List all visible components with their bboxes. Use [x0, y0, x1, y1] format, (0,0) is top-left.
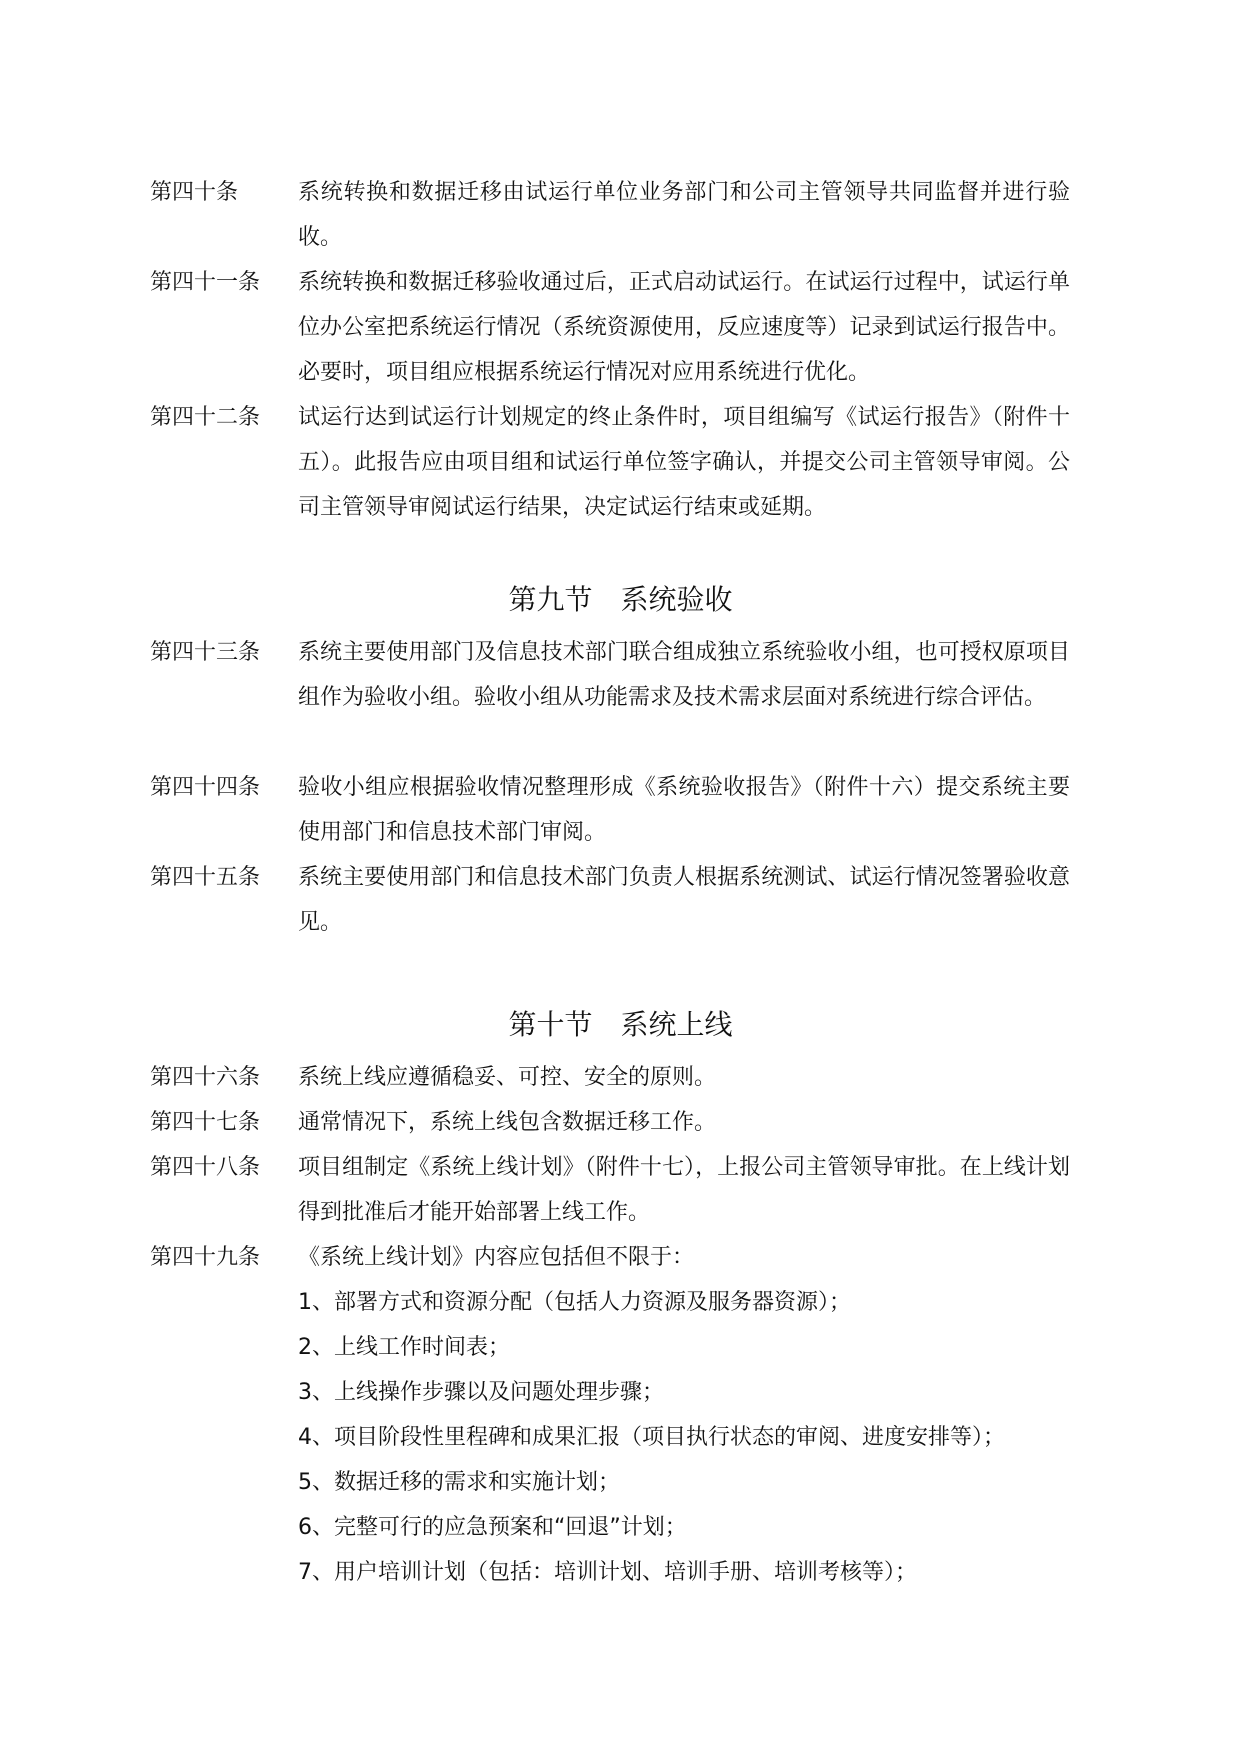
article-48 — [150, 1145, 1070, 1235]
article-text: 通常情况下，系统上线包含数据迁移工作。 — [298, 1110, 717, 1135]
article-text: 《系统上线计划》内容应包括但不限于： — [298, 1245, 695, 1270]
article-number: 第四十九条 — [150, 1245, 261, 1270]
article-40 — [150, 170, 1070, 260]
article-number: 第四十四条 — [150, 775, 261, 800]
article-number: 第四十七条 — [150, 1110, 261, 1135]
article-text: 系统上线应遵循稳妥、可控、安全的原则。 — [298, 1065, 717, 1090]
article-number: 第四十六条 — [150, 1065, 261, 1090]
list-item: 5、数据迁移的需求和实施计划； — [298, 1470, 620, 1495]
article-43 — [150, 630, 1070, 720]
article-46 — [150, 1055, 1070, 1100]
section-heading-10: 第十节 系统上线 — [508, 1008, 733, 1041]
article-text: 系统主要使用部门及信息技术部门联合组成独立系统验收小组，也可授权原项目组作为验收小组。验收小组从功能需求及技术需求层面对系统进行综合评估。 — [298, 640, 1070, 710]
article-number: 第四十三条 — [150, 640, 261, 665]
list-item: 6、完整可行的应急预案和“回退”计划； — [298, 1515, 687, 1540]
article-number: 第四十五条 — [150, 865, 261, 890]
article-number: 第四十一条 — [150, 270, 261, 295]
article-47 — [150, 1100, 1070, 1145]
list-item: 4、项目阶段性里程碑和成果汇报（项目执行状态的审阅、进度安排等）； — [298, 1425, 1005, 1450]
article-text: 系统转换和数据迁移由试运行单位业务部门和公司主管领导共同监督并进行验收。 — [298, 180, 1070, 250]
article-49 — [150, 1235, 1070, 1280]
article-42 — [150, 395, 1070, 530]
article-41 — [150, 260, 1070, 395]
article-number: 第四十八条 — [150, 1155, 261, 1180]
article-44 — [150, 765, 1070, 855]
section-heading-9: 第九节 系统验收 — [508, 583, 733, 616]
list-item: 2、上线工作时间表； — [298, 1335, 510, 1360]
article-number: 第四十二条 — [150, 405, 261, 430]
article-text: 试运行达到试运行计划规定的终止条件时，项目组编写《试运行报告》（附件十五）。此报告应由项目组和试运行单位签字确认，并提交公司主管领导审阅。公司主管领导审阅试运行结果，决定试运行结束或延期。 — [298, 405, 1070, 520]
list-item: 1、部署方式和资源分配（包括人力资源及服务器资源）； — [298, 1290, 851, 1315]
article-text: 系统转换和数据迁移验收通过后，正式启动试运行。在试运行过程中，试运行单位办公室把系统运行情况（系统资源使用，反应速度等）记录到试运行报告中。必要时，项目组应根据系统运行情况对应用系统进行优化。 — [298, 270, 1070, 385]
list-item: 7、用户培训计划（包括：培训计划、培训手册、培训考核等）； — [298, 1560, 917, 1585]
article-text: 验收小组应根据验收情况整理形成《系统验收报告》（附件十六）提交系统主要使用部门和信息技术部门审阅。 — [298, 775, 1070, 845]
list-item: 3、上线操作步骤以及问题处理步骤； — [298, 1380, 664, 1405]
article-text: 系统主要使用部门和信息技术部门负责人根据系统测试、试运行情况签署验收意见。 — [298, 865, 1070, 935]
article-45 — [150, 855, 1070, 945]
article-number: 第四十条 — [150, 180, 239, 205]
article-text: 项目组制定《系统上线计划》（附件十七），上报公司主管领导审批。在上线计划得到批准后才能开始部署上线工作。 — [298, 1155, 1070, 1225]
